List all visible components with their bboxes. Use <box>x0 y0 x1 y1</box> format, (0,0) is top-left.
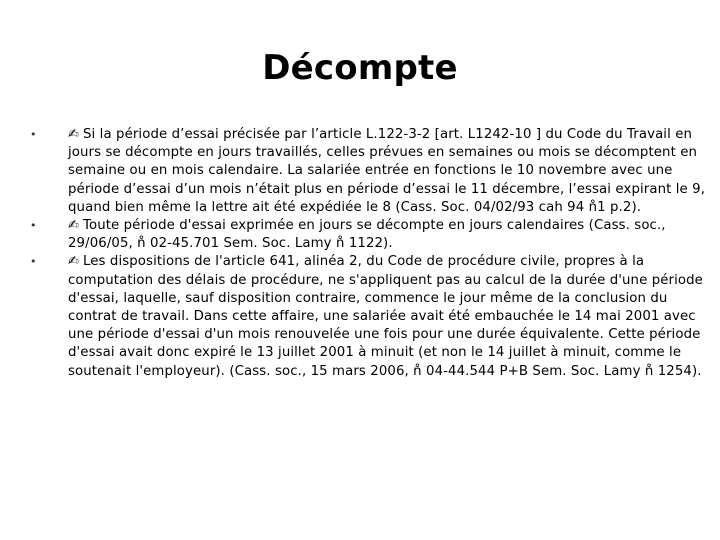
bullet-text: Si la période d’essai précisée par l’article L.122-3-2 [art. L1242-10 ] du Code du Travail en jours se décompte en jours travaillés, celles prévues en semaines ou mois se décomptent en semaine ou en mois calendaire. La salariée entrée en fonctions le 10 novembre avec une période d’essai d’un mois n’était plus en période d’essai le 11 décembre, l’essai expirant le 9, quand bien même la lettre ait été expédiée le 8 (Cass. Soc. 04/02/93 cah 94 n̊1 p.2). <box>68 127 706 215</box>
writing-hand-icon: ✍ <box>68 127 79 142</box>
bullet-text: Toute période d'essai exprimée en jours se décompte en jours calendaires (Cass. soc., 29/06/05, n̊ 02-45.701 Sem. Soc. Lamy n̊ 1122). <box>68 218 666 252</box>
bullet-dot-icon: • <box>30 255 37 269</box>
writing-hand-icon: ✍ <box>68 254 79 270</box>
slide-title: Décompte <box>262 48 458 88</box>
bullet-item <box>30 217 714 253</box>
bullet-dot-icon: • <box>30 128 37 141</box>
bullet-item <box>30 126 714 217</box>
bullet-item <box>30 253 714 380</box>
bullet-dot-icon: • <box>30 219 37 233</box>
writing-hand-icon: ✍ <box>68 218 79 234</box>
bullet-list <box>30 126 714 381</box>
bullet-text: Les dispositions de l'article 641, alinéa 2, du Code de procédure civile, propres à la computation des délais de procédure, ne s'appliquent pas au calcul de la durée d'une période d'essai, laquelle, sauf disposition contraire, commence le jour même de la conclusion du contrat de travail. Dans cette affaire, une salariée avait été embauchée le 14 mai 2001 avec une période d'essai d'un mois renouvelée une fois pour une durée équivalente. Cette période d'essai avait donc expiré le 13 juillet 2001 à minuit (et non le 14 juillet à minuit, comme le soutenait l'employeur). (Cass. soc., 15 mars 2006, n̊ 04-44.544 P+B Sem. Soc. Lamy n̊ 1254). <box>68 254 703 379</box>
